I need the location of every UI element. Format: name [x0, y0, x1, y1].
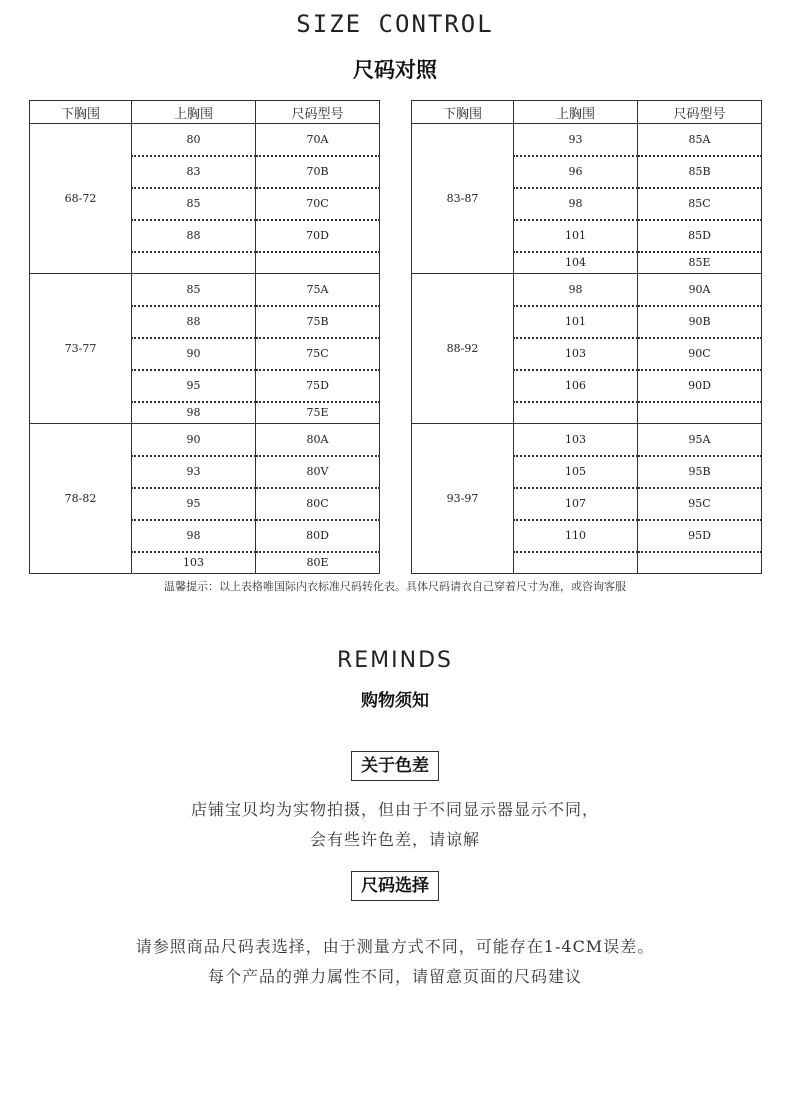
color-difference-section — [0, 751, 790, 781]
size-selection-text-line1: 请参照商品尺码表选择，由于测量方式不同，可能存在1-4CM误差。 — [135, 937, 655, 956]
bust-cell: 93 — [514, 124, 638, 156]
size-cell: 90A — [638, 274, 762, 306]
column-header-underbust: 下胸围 — [412, 101, 514, 124]
bust-cell: 98 — [132, 402, 256, 424]
underbust-cell: 83-87 — [412, 124, 514, 274]
underbust-cell: 88-92 — [412, 274, 514, 424]
column-header-size: 尺码型号 — [256, 101, 380, 124]
column-header-bust: 上胸围 — [132, 101, 256, 124]
size-cell — [638, 402, 762, 424]
bust-cell: 101 — [514, 306, 638, 338]
column-header-bust: 上胸围 — [514, 101, 638, 124]
bust-cell: 93 — [132, 456, 256, 488]
size-control-title: SIZE CONTROL — [296, 10, 494, 38]
size-cell: 85D — [638, 220, 762, 252]
bust-cell: 101 — [514, 220, 638, 252]
size-cell: 85A — [638, 124, 762, 156]
size-cell: 75E — [256, 402, 380, 424]
size-cell: 95B — [638, 456, 762, 488]
bust-cell: 103 — [514, 424, 638, 456]
size-cell: 85C — [638, 188, 762, 220]
bust-cell: 105 — [514, 456, 638, 488]
size-cell: 75C — [256, 338, 380, 370]
bust-cell: 95 — [132, 488, 256, 520]
size-cell: 80C — [256, 488, 380, 520]
color-difference-text-line2: 会有些许色差，请谅解 — [309, 830, 480, 849]
size-cell: 70B — [256, 156, 380, 188]
size-chart-title: 尺码对照 — [353, 58, 437, 82]
size-selection-section — [0, 871, 790, 901]
bust-cell: 95 — [132, 370, 256, 402]
size-cell: 70A — [256, 124, 380, 156]
table-header-row — [412, 101, 762, 124]
size-cell: 80A — [256, 424, 380, 456]
size-cell: 90D — [638, 370, 762, 402]
size-cell: 70D — [256, 220, 380, 252]
size-cell: 90C — [638, 338, 762, 370]
table-row — [30, 274, 380, 306]
reminds-title: REMINDS — [336, 648, 454, 673]
table-row — [30, 124, 380, 156]
bust-cell: 110 — [514, 520, 638, 552]
bust-cell: 103 — [514, 338, 638, 370]
size-cell — [256, 252, 380, 274]
bust-cell: 98 — [514, 274, 638, 306]
bust-cell: 103 — [132, 552, 256, 574]
bust-cell: 107 — [514, 488, 638, 520]
bust-cell — [514, 552, 638, 574]
size-cell: 75B — [256, 306, 380, 338]
reminds-subtitle: 购物须知 — [361, 691, 429, 711]
table-row — [412, 274, 762, 306]
bust-cell: 104 — [514, 252, 638, 274]
bust-cell — [132, 252, 256, 274]
underbust-cell: 78-82 — [30, 424, 132, 574]
size-table-left — [29, 100, 380, 574]
bust-cell: 85 — [132, 188, 256, 220]
size-table-right — [411, 100, 762, 574]
table-row — [30, 424, 380, 456]
bust-cell: 90 — [132, 338, 256, 370]
size-tip: 温馨提示：以上表格唯国际内衣标准尺码转化表。具体尺码请衣自己穿着尺寸为准，或咨询客服 — [164, 580, 626, 593]
size-cell: 95C — [638, 488, 762, 520]
underbust-cell: 68-72 — [30, 124, 132, 274]
size-cell: 95A — [638, 424, 762, 456]
underbust-cell: 73-77 — [30, 274, 132, 424]
size-cell: 75D — [256, 370, 380, 402]
bust-cell: 106 — [514, 370, 638, 402]
size-selection-heading: 尺码选择 — [351, 871, 439, 901]
bust-cell: 90 — [132, 424, 256, 456]
bust-cell: 83 — [132, 156, 256, 188]
color-difference-text-line1: 店铺宝贝均为实物拍摄，但由于不同显示器显示不同， — [190, 800, 599, 819]
size-cell: 75A — [256, 274, 380, 306]
size-cell: 70C — [256, 188, 380, 220]
size-cell: 85E — [638, 252, 762, 274]
table-header-row — [30, 101, 380, 124]
bust-cell: 98 — [132, 520, 256, 552]
size-cell: 85B — [638, 156, 762, 188]
table-row — [412, 424, 762, 456]
color-difference-heading: 关于色差 — [351, 751, 439, 781]
column-header-size: 尺码型号 — [638, 101, 762, 124]
size-cell: 80V — [256, 456, 380, 488]
size-cell: 95D — [638, 520, 762, 552]
size-cell: 90B — [638, 306, 762, 338]
bust-cell: 88 — [132, 306, 256, 338]
bust-cell: 98 — [514, 188, 638, 220]
bust-cell: 80 — [132, 124, 256, 156]
bust-cell: 96 — [514, 156, 638, 188]
underbust-cell: 93-97 — [412, 424, 514, 574]
table-row — [412, 124, 762, 156]
size-cell: 80E — [256, 552, 380, 574]
size-cell: 80D — [256, 520, 380, 552]
bust-cell: 88 — [132, 220, 256, 252]
size-cell — [638, 552, 762, 574]
column-header-underbust: 下胸围 — [30, 101, 132, 124]
bust-cell: 85 — [132, 274, 256, 306]
bust-cell — [514, 402, 638, 424]
size-selection-text-line2: 每个产品的弹力属性不同，请留意页面的尺码建议 — [207, 967, 582, 986]
